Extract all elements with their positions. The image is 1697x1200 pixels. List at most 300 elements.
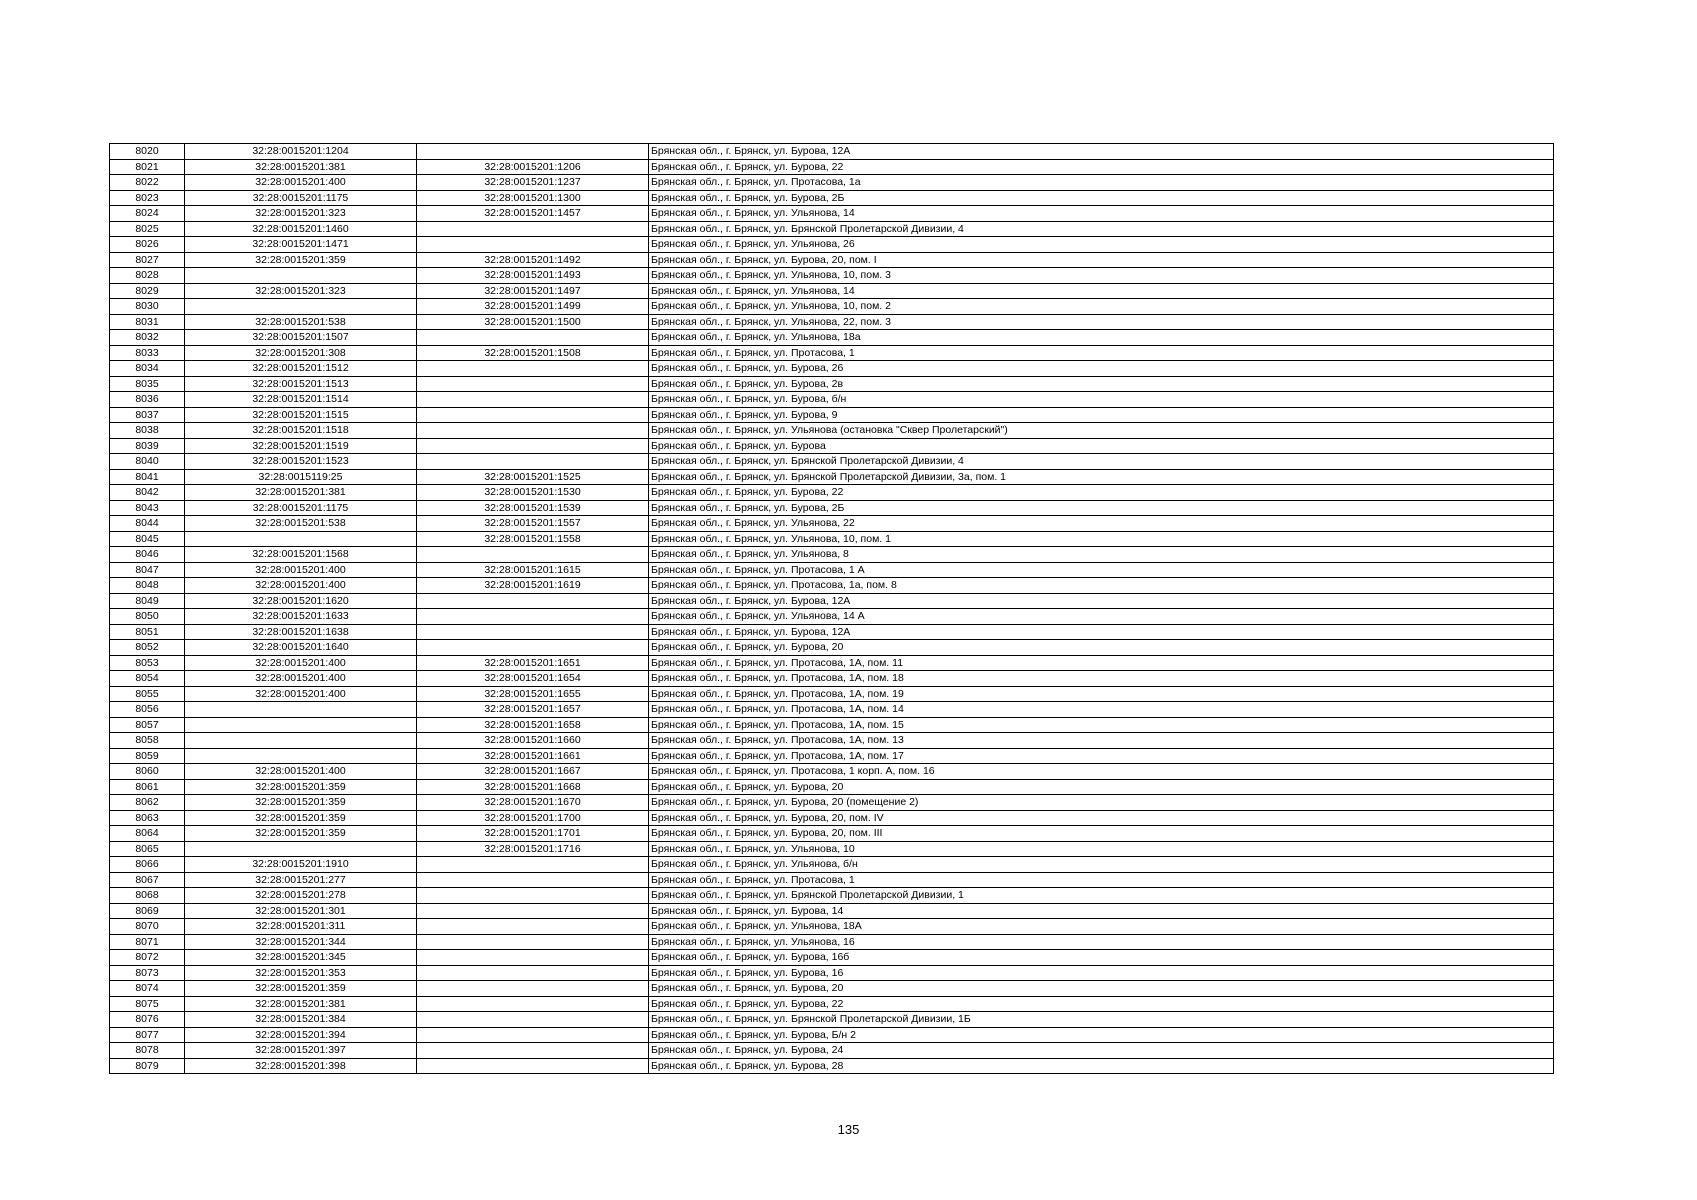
- object-cadastral-number-cell: [417, 996, 649, 1012]
- address-cell: Брянская обл., г. Брянск, ул. Бурова, 2Б: [649, 190, 1554, 206]
- table-row: [110, 655, 1554, 671]
- cadastral-number-cell: [185, 717, 417, 733]
- row-number-cell: 8074: [110, 981, 185, 997]
- table-row: [110, 516, 1554, 532]
- row-number-cell: 8041: [110, 469, 185, 485]
- table-row: [110, 826, 1554, 842]
- table-row: [110, 888, 1554, 904]
- row-number-cell: 8075: [110, 996, 185, 1012]
- table-row: [110, 206, 1554, 222]
- table-row: [110, 981, 1554, 997]
- address-cell: Брянская обл., г. Брянск, ул. Ульянова, 10, пом. 2: [649, 299, 1554, 315]
- object-cadastral-number-cell: 32:28:0015201:1654: [417, 671, 649, 687]
- object-cadastral-number-cell: 32:28:0015201:1493: [417, 268, 649, 284]
- row-number-cell: 8054: [110, 671, 185, 687]
- cadastral-number-cell: 32:28:0015201:1512: [185, 361, 417, 377]
- cadastral-number-cell: [185, 268, 417, 284]
- table-row: [110, 299, 1554, 315]
- address-cell: Брянская обл., г. Брянск, ул. Ульянова, 18А: [649, 919, 1554, 935]
- table-row: [110, 144, 1554, 160]
- address-cell: Брянская обл., г. Брянск, ул. Ульянова, б/н: [649, 857, 1554, 873]
- table-row: [110, 438, 1554, 454]
- cadastral-number-cell: 32:28:0015201:400: [185, 578, 417, 594]
- row-number-cell: 8058: [110, 733, 185, 749]
- row-number-cell: 8024: [110, 206, 185, 222]
- row-number-cell: 8027: [110, 252, 185, 268]
- cadastral-number-cell: 32:28:0015201:1515: [185, 407, 417, 423]
- address-cell: Брянская обл., г. Брянск, ул. Ульянова, 22, пом. 3: [649, 314, 1554, 330]
- object-cadastral-number-cell: 32:28:0015201:1499: [417, 299, 649, 315]
- address-cell: Брянская обл., г. Брянск, ул. Протасова, 1А, пом. 19: [649, 686, 1554, 702]
- table-row: [110, 578, 1554, 594]
- address-cell: Брянская обл., г. Брянск, ул. Брянской Пролетарской Дивизии, 1: [649, 888, 1554, 904]
- row-number-cell: 8071: [110, 934, 185, 950]
- object-cadastral-number-cell: [417, 934, 649, 950]
- row-number-cell: 8070: [110, 919, 185, 935]
- row-number-cell: 8057: [110, 717, 185, 733]
- object-cadastral-number-cell: [417, 950, 649, 966]
- table-row: [110, 361, 1554, 377]
- table-row: [110, 857, 1554, 873]
- table-row: [110, 376, 1554, 392]
- cadastral-number-cell: 32:28:0015201:359: [185, 779, 417, 795]
- table-row: [110, 1012, 1554, 1028]
- object-cadastral-number-cell: [417, 361, 649, 377]
- cadastral-number-cell: 32:28:0015201:359: [185, 795, 417, 811]
- registry-table-body: [110, 144, 1554, 1074]
- row-number-cell: 8038: [110, 423, 185, 439]
- table-row: [110, 221, 1554, 237]
- cadastral-number-cell: 32:28:0015201:301: [185, 903, 417, 919]
- object-cadastral-number-cell: 32:28:0015201:1619: [417, 578, 649, 594]
- table-row: [110, 485, 1554, 501]
- address-cell: Брянская обл., г. Брянск, ул. Протасова, 1а, пом. 8: [649, 578, 1554, 594]
- row-number-cell: 8073: [110, 965, 185, 981]
- row-number-cell: 8067: [110, 872, 185, 888]
- object-cadastral-number-cell: 32:28:0015201:1655: [417, 686, 649, 702]
- address-cell: Брянская обл., г. Брянск, ул. Бурова, 12А: [649, 593, 1554, 609]
- table-row: [110, 268, 1554, 284]
- address-cell: Брянская обл., г. Брянск, ул. Бурова, 2в: [649, 376, 1554, 392]
- page-number: 135: [837, 1122, 860, 1137]
- cadastral-number-cell: 32:28:0015201:1507: [185, 330, 417, 346]
- cadastral-number-cell: 32:28:0015201:1518: [185, 423, 417, 439]
- address-cell: Брянская обл., г. Брянск, ул. Бурова, 12А: [649, 624, 1554, 640]
- object-cadastral-number-cell: [417, 144, 649, 160]
- table-row: [110, 547, 1554, 563]
- object-cadastral-number-cell: [417, 454, 649, 470]
- cadastral-number-cell: 32:28:0015201:400: [185, 671, 417, 687]
- cadastral-number-cell: 32:28:0015201:311: [185, 919, 417, 935]
- table-row: [110, 1043, 1554, 1059]
- row-number-cell: 8029: [110, 283, 185, 299]
- table-row: [110, 810, 1554, 826]
- address-cell: Брянская обл., г. Брянск, ул. Бурова, 28: [649, 1058, 1554, 1074]
- row-number-cell: 8066: [110, 857, 185, 873]
- cadastral-number-cell: 32:28:0015201:400: [185, 764, 417, 780]
- address-cell: Брянская обл., г. Брянск, ул. Ульянова, 10: [649, 841, 1554, 857]
- address-cell: Брянская обл., г. Брянск, ул. Протасова, 1А, пом. 18: [649, 671, 1554, 687]
- cadastral-number-cell: 32:28:0015201:308: [185, 345, 417, 361]
- address-cell: Брянская обл., г. Брянск, ул. Протасова, 1А, пом. 11: [649, 655, 1554, 671]
- row-number-cell: 8020: [110, 144, 185, 160]
- table-row: [110, 919, 1554, 935]
- table-row: [110, 330, 1554, 346]
- row-number-cell: 8063: [110, 810, 185, 826]
- address-cell: Брянская обл., г. Брянск, ул. Бурова, 22: [649, 159, 1554, 175]
- row-number-cell: 8068: [110, 888, 185, 904]
- address-cell: Брянская обл., г. Брянск, ул. Ульянова, 8: [649, 547, 1554, 563]
- cadastral-number-cell: 32:28:0015201:1175: [185, 500, 417, 516]
- object-cadastral-number-cell: 32:28:0015201:1497: [417, 283, 649, 299]
- address-cell: Брянская обл., г. Брянск, ул. Протасова, 1А, пом. 17: [649, 748, 1554, 764]
- row-number-cell: 8064: [110, 826, 185, 842]
- object-cadastral-number-cell: 32:28:0015201:1668: [417, 779, 649, 795]
- row-number-cell: 8060: [110, 764, 185, 780]
- address-cell: Брянская обл., г. Брянск, ул. Ульянова, 26: [649, 237, 1554, 253]
- row-number-cell: 8042: [110, 485, 185, 501]
- cadastral-number-cell: 32:28:0015201:1523: [185, 454, 417, 470]
- cadastral-number-cell: 32:28:0015201:381: [185, 996, 417, 1012]
- object-cadastral-number-cell: [417, 330, 649, 346]
- object-cadastral-number-cell: [417, 1043, 649, 1059]
- object-cadastral-number-cell: [417, 1027, 649, 1043]
- object-cadastral-number-cell: [417, 857, 649, 873]
- object-cadastral-number-cell: [417, 872, 649, 888]
- object-cadastral-number-cell: 32:28:0015201:1206: [417, 159, 649, 175]
- object-cadastral-number-cell: 32:28:0015201:1651: [417, 655, 649, 671]
- table-row: [110, 965, 1554, 981]
- cadastral-number-cell: 32:28:0015201:359: [185, 981, 417, 997]
- cadastral-number-cell: 32:28:0015201:538: [185, 516, 417, 532]
- address-cell: Брянская обл., г. Брянск, ул. Бурова, 12А: [649, 144, 1554, 160]
- cadastral-number-cell: [185, 531, 417, 547]
- address-cell: Брянская обл., г. Брянск, ул. Ульянова, 14 А: [649, 609, 1554, 625]
- cadastral-number-cell: 32:28:0015201:323: [185, 206, 417, 222]
- cadastral-number-cell: 32:28:0015201:345: [185, 950, 417, 966]
- row-number-cell: 8047: [110, 562, 185, 578]
- row-number-cell: 8061: [110, 779, 185, 795]
- cadastral-number-cell: 32:28:0015201:400: [185, 686, 417, 702]
- cadastral-number-cell: 32:28:0015201:277: [185, 872, 417, 888]
- cadastral-number-cell: [185, 748, 417, 764]
- cadastral-number-cell: 32:28:0015201:1638: [185, 624, 417, 640]
- object-cadastral-number-cell: [417, 903, 649, 919]
- cadastral-number-cell: 32:28:0015201:1910: [185, 857, 417, 873]
- address-cell: Брянская обл., г. Брянск, ул. Бурова, 20: [649, 779, 1554, 795]
- address-cell: Брянская обл., г. Брянск, ул. Ульянова, 22: [649, 516, 1554, 532]
- object-cadastral-number-cell: [417, 640, 649, 656]
- cadastral-number-cell: 32:28:0015201:353: [185, 965, 417, 981]
- row-number-cell: 8048: [110, 578, 185, 594]
- table-row: [110, 252, 1554, 268]
- object-cadastral-number-cell: 32:28:0015201:1457: [417, 206, 649, 222]
- object-cadastral-number-cell: [417, 1012, 649, 1028]
- object-cadastral-number-cell: 32:28:0015201:1615: [417, 562, 649, 578]
- object-cadastral-number-cell: [417, 1058, 649, 1074]
- table-row: [110, 345, 1554, 361]
- cadastral-number-cell: 32:28:0015201:1620: [185, 593, 417, 609]
- row-number-cell: 8050: [110, 609, 185, 625]
- row-number-cell: 8040: [110, 454, 185, 470]
- address-cell: Брянская обл., г. Брянск, ул. Ульянова, 16: [649, 934, 1554, 950]
- object-cadastral-number-cell: 32:28:0015201:1661: [417, 748, 649, 764]
- cadastral-number-cell: [185, 733, 417, 749]
- row-number-cell: 8035: [110, 376, 185, 392]
- address-cell: Брянская обл., г. Брянск, ул. Брянской Пролетарской Дивизии, 1Б: [649, 1012, 1554, 1028]
- table-row: [110, 903, 1554, 919]
- object-cadastral-number-cell: [417, 407, 649, 423]
- cadastral-number-cell: 32:28:0015201:538: [185, 314, 417, 330]
- address-cell: Брянская обл., г. Брянск, ул. Ульянова (остановка "Сквер Пролетарский"): [649, 423, 1554, 439]
- row-number-cell: 8031: [110, 314, 185, 330]
- address-cell: Брянская обл., г. Брянск, ул. Бурова, 20, пом. I: [649, 252, 1554, 268]
- address-cell: Брянская обл., г. Брянск, ул. Протасова, 1 корп. А, пом. 16: [649, 764, 1554, 780]
- cadastral-number-cell: 32:28:0015201:400: [185, 655, 417, 671]
- cadastral-number-cell: 32:28:0015201:398: [185, 1058, 417, 1074]
- cadastral-number-cell: 32:28:0015201:344: [185, 934, 417, 950]
- row-number-cell: 8033: [110, 345, 185, 361]
- cadastral-number-cell: 32:28:0015201:1640: [185, 640, 417, 656]
- object-cadastral-number-cell: 32:28:0015201:1530: [417, 485, 649, 501]
- row-number-cell: 8045: [110, 531, 185, 547]
- row-number-cell: 8022: [110, 175, 185, 191]
- row-number-cell: 8065: [110, 841, 185, 857]
- address-cell: Брянская обл., г. Брянск, ул. Бурова, 24: [649, 1043, 1554, 1059]
- object-cadastral-number-cell: [417, 888, 649, 904]
- row-number-cell: 8039: [110, 438, 185, 454]
- cadastral-number-cell: 32:28:0015201:278: [185, 888, 417, 904]
- row-number-cell: 8046: [110, 547, 185, 563]
- address-cell: Брянская обл., г. Брянск, ул. Ульянова, 18а: [649, 330, 1554, 346]
- address-cell: Брянская обл., г. Брянск, ул. Бурова, 2Б: [649, 500, 1554, 516]
- cadastral-number-cell: 32:28:0015201:1514: [185, 392, 417, 408]
- object-cadastral-number-cell: [417, 423, 649, 439]
- table-row: [110, 175, 1554, 191]
- address-cell: Брянская обл., г. Брянск, ул. Брянской Пролетарской Дивизии, 4: [649, 454, 1554, 470]
- cadastral-number-cell: 32:28:0015119:25: [185, 469, 417, 485]
- object-cadastral-number-cell: 32:28:0015201:1701: [417, 826, 649, 842]
- address-cell: Брянская обл., г. Брянск, ул. Брянской Пролетарской Дивизии, 3а, пом. 1: [649, 469, 1554, 485]
- cadastral-number-cell: 32:28:0015201:381: [185, 485, 417, 501]
- object-cadastral-number-cell: [417, 237, 649, 253]
- table-row: [110, 314, 1554, 330]
- table-row: [110, 733, 1554, 749]
- address-cell: Брянская обл., г. Брянск, ул. Бурова, 20 (помещение 2): [649, 795, 1554, 811]
- object-cadastral-number-cell: 32:28:0015201:1557: [417, 516, 649, 532]
- address-cell: Брянская обл., г. Брянск, ул. Ульянова, 10, пом. 3: [649, 268, 1554, 284]
- address-cell: Брянская обл., г. Брянск, ул. Бурова, 9: [649, 407, 1554, 423]
- row-number-cell: 8079: [110, 1058, 185, 1074]
- address-cell: Брянская обл., г. Брянск, ул. Протасова, 1 А: [649, 562, 1554, 578]
- row-number-cell: 8025: [110, 221, 185, 237]
- table-row: [110, 407, 1554, 423]
- table-row: [110, 624, 1554, 640]
- row-number-cell: 8036: [110, 392, 185, 408]
- address-cell: Брянская обл., г. Брянск, ул. Бурова, б/н: [649, 392, 1554, 408]
- object-cadastral-number-cell: [417, 438, 649, 454]
- row-number-cell: 8032: [110, 330, 185, 346]
- cadastral-number-cell: 32:28:0015201:381: [185, 159, 417, 175]
- table-row: [110, 1027, 1554, 1043]
- address-cell: Брянская обл., г. Брянск, ул. Бурова, 26: [649, 361, 1554, 377]
- object-cadastral-number-cell: 32:28:0015201:1657: [417, 702, 649, 718]
- object-cadastral-number-cell: 32:28:0015201:1667: [417, 764, 649, 780]
- table-row: [110, 190, 1554, 206]
- address-cell: Брянская обл., г. Брянск, ул. Бурова, 20: [649, 640, 1554, 656]
- cadastral-number-cell: 32:28:0015201:359: [185, 810, 417, 826]
- table-row: [110, 283, 1554, 299]
- row-number-cell: 8030: [110, 299, 185, 315]
- cadastral-number-cell: 32:28:0015201:1460: [185, 221, 417, 237]
- table-row: [110, 392, 1554, 408]
- address-cell: Брянская обл., г. Брянск, ул. Протасова, 1А, пом. 15: [649, 717, 1554, 733]
- address-cell: Брянская обл., г. Брянск, ул. Ульянова, 14: [649, 283, 1554, 299]
- table-row: [110, 686, 1554, 702]
- row-number-cell: 8049: [110, 593, 185, 609]
- row-number-cell: 8026: [110, 237, 185, 253]
- cadastral-number-cell: 32:28:0015201:323: [185, 283, 417, 299]
- registry-table: [109, 143, 1554, 1074]
- address-cell: Брянская обл., г. Брянск, ул. Бурова, 20: [649, 981, 1554, 997]
- cadastral-number-cell: 32:28:0015201:1471: [185, 237, 417, 253]
- address-cell: Брянская обл., г. Брянск, ул. Протасова, 1: [649, 345, 1554, 361]
- table-row: [110, 609, 1554, 625]
- object-cadastral-number-cell: 32:28:0015201:1716: [417, 841, 649, 857]
- row-number-cell: 8078: [110, 1043, 185, 1059]
- cadastral-number-cell: 32:28:0015201:1633: [185, 609, 417, 625]
- object-cadastral-number-cell: [417, 593, 649, 609]
- object-cadastral-number-cell: [417, 547, 649, 563]
- object-cadastral-number-cell: 32:28:0015201:1558: [417, 531, 649, 547]
- address-cell: Брянская обл., г. Брянск, ул. Брянской Пролетарской Дивизии, 4: [649, 221, 1554, 237]
- address-cell: Брянская обл., г. Брянск, ул. Ульянова, 10, пом. 1: [649, 531, 1554, 547]
- cadastral-number-cell: 32:28:0015201:400: [185, 562, 417, 578]
- table-row: [110, 640, 1554, 656]
- table-row: [110, 237, 1554, 253]
- cadastral-number-cell: [185, 299, 417, 315]
- object-cadastral-number-cell: 32:28:0015201:1700: [417, 810, 649, 826]
- row-number-cell: 8037: [110, 407, 185, 423]
- table-row: [110, 671, 1554, 687]
- row-number-cell: 8028: [110, 268, 185, 284]
- table-row: [110, 159, 1554, 175]
- cadastral-number-cell: [185, 702, 417, 718]
- address-cell: Брянская обл., г. Брянск, ул. Бурова, Б/н 2: [649, 1027, 1554, 1043]
- table-row: [110, 779, 1554, 795]
- row-number-cell: 8062: [110, 795, 185, 811]
- table-row: [110, 423, 1554, 439]
- cadastral-number-cell: 32:28:0015201:359: [185, 252, 417, 268]
- cadastral-number-cell: 32:28:0015201:384: [185, 1012, 417, 1028]
- address-cell: Брянская обл., г. Брянск, ул. Бурова, 14: [649, 903, 1554, 919]
- table-row: [110, 950, 1554, 966]
- row-number-cell: 8043: [110, 500, 185, 516]
- address-cell: Брянская обл., г. Брянск, ул. Ульянова, 14: [649, 206, 1554, 222]
- table-row: [110, 702, 1554, 718]
- object-cadastral-number-cell: 32:28:0015201:1300: [417, 190, 649, 206]
- object-cadastral-number-cell: 32:28:0015201:1525: [417, 469, 649, 485]
- cadastral-number-cell: 32:28:0015201:1204: [185, 144, 417, 160]
- row-number-cell: 8056: [110, 702, 185, 718]
- cadastral-number-cell: 32:28:0015201:1568: [185, 547, 417, 563]
- row-number-cell: 8059: [110, 748, 185, 764]
- table-row: [110, 748, 1554, 764]
- address-cell: Брянская обл., г. Брянск, ул. Бурова, 20, пом. III: [649, 826, 1554, 842]
- address-cell: Брянская обл., г. Брянск, ул. Бурова, 22: [649, 485, 1554, 501]
- row-number-cell: 8053: [110, 655, 185, 671]
- row-number-cell: 8055: [110, 686, 185, 702]
- row-number-cell: 8051: [110, 624, 185, 640]
- row-number-cell: 8052: [110, 640, 185, 656]
- object-cadastral-number-cell: [417, 919, 649, 935]
- address-cell: Брянская обл., г. Брянск, ул. Протасова, 1А, пом. 13: [649, 733, 1554, 749]
- row-number-cell: 8044: [110, 516, 185, 532]
- object-cadastral-number-cell: [417, 392, 649, 408]
- row-number-cell: 8069: [110, 903, 185, 919]
- object-cadastral-number-cell: [417, 965, 649, 981]
- row-number-cell: 8076: [110, 1012, 185, 1028]
- table-row: [110, 934, 1554, 950]
- object-cadastral-number-cell: [417, 376, 649, 392]
- address-cell: Брянская обл., г. Брянск, ул. Бурова, 16: [649, 965, 1554, 981]
- object-cadastral-number-cell: [417, 624, 649, 640]
- table-row: [110, 1058, 1554, 1074]
- table-row: [110, 500, 1554, 516]
- table-row: [110, 531, 1554, 547]
- address-cell: Брянская обл., г. Брянск, ул. Бурова: [649, 438, 1554, 454]
- address-cell: Брянская обл., г. Брянск, ул. Протасова, 1: [649, 872, 1554, 888]
- cadastral-number-cell: [185, 841, 417, 857]
- table-row: [110, 996, 1554, 1012]
- address-cell: Брянская обл., г. Брянск, ул. Протасова, 1А, пом. 14: [649, 702, 1554, 718]
- cadastral-number-cell: 32:28:0015201:1519: [185, 438, 417, 454]
- object-cadastral-number-cell: [417, 221, 649, 237]
- table-row: [110, 717, 1554, 733]
- object-cadastral-number-cell: 32:28:0015201:1237: [417, 175, 649, 191]
- table-row: [110, 454, 1554, 470]
- object-cadastral-number-cell: 32:28:0015201:1670: [417, 795, 649, 811]
- table-row: [110, 593, 1554, 609]
- object-cadastral-number-cell: 32:28:0015201:1539: [417, 500, 649, 516]
- table-row: [110, 764, 1554, 780]
- address-cell: Брянская обл., г. Брянск, ул. Бурова, 22: [649, 996, 1554, 1012]
- address-cell: Брянская обл., г. Брянск, ул. Бурова, 16б: [649, 950, 1554, 966]
- object-cadastral-number-cell: 32:28:0015201:1508: [417, 345, 649, 361]
- row-number-cell: 8077: [110, 1027, 185, 1043]
- object-cadastral-number-cell: 32:28:0015201:1500: [417, 314, 649, 330]
- row-number-cell: 8023: [110, 190, 185, 206]
- table-row: [110, 469, 1554, 485]
- row-number-cell: 8034: [110, 361, 185, 377]
- object-cadastral-number-cell: 32:28:0015201:1658: [417, 717, 649, 733]
- table-row: [110, 872, 1554, 888]
- cadastral-number-cell: 32:28:0015201:1175: [185, 190, 417, 206]
- table-row: [110, 562, 1554, 578]
- cadastral-number-cell: 32:28:0015201:400: [185, 175, 417, 191]
- object-cadastral-number-cell: [417, 981, 649, 997]
- cadastral-number-cell: 32:28:0015201:397: [185, 1043, 417, 1059]
- table-row: [110, 841, 1554, 857]
- object-cadastral-number-cell: [417, 609, 649, 625]
- cadastral-number-cell: 32:28:0015201:1513: [185, 376, 417, 392]
- row-number-cell: 8021: [110, 159, 185, 175]
- object-cadastral-number-cell: 32:28:0015201:1660: [417, 733, 649, 749]
- object-cadastral-number-cell: 32:28:0015201:1492: [417, 252, 649, 268]
- address-cell: Брянская обл., г. Брянск, ул. Бурова, 20, пом. IV: [649, 810, 1554, 826]
- table-row: [110, 795, 1554, 811]
- cadastral-number-cell: 32:28:0015201:359: [185, 826, 417, 842]
